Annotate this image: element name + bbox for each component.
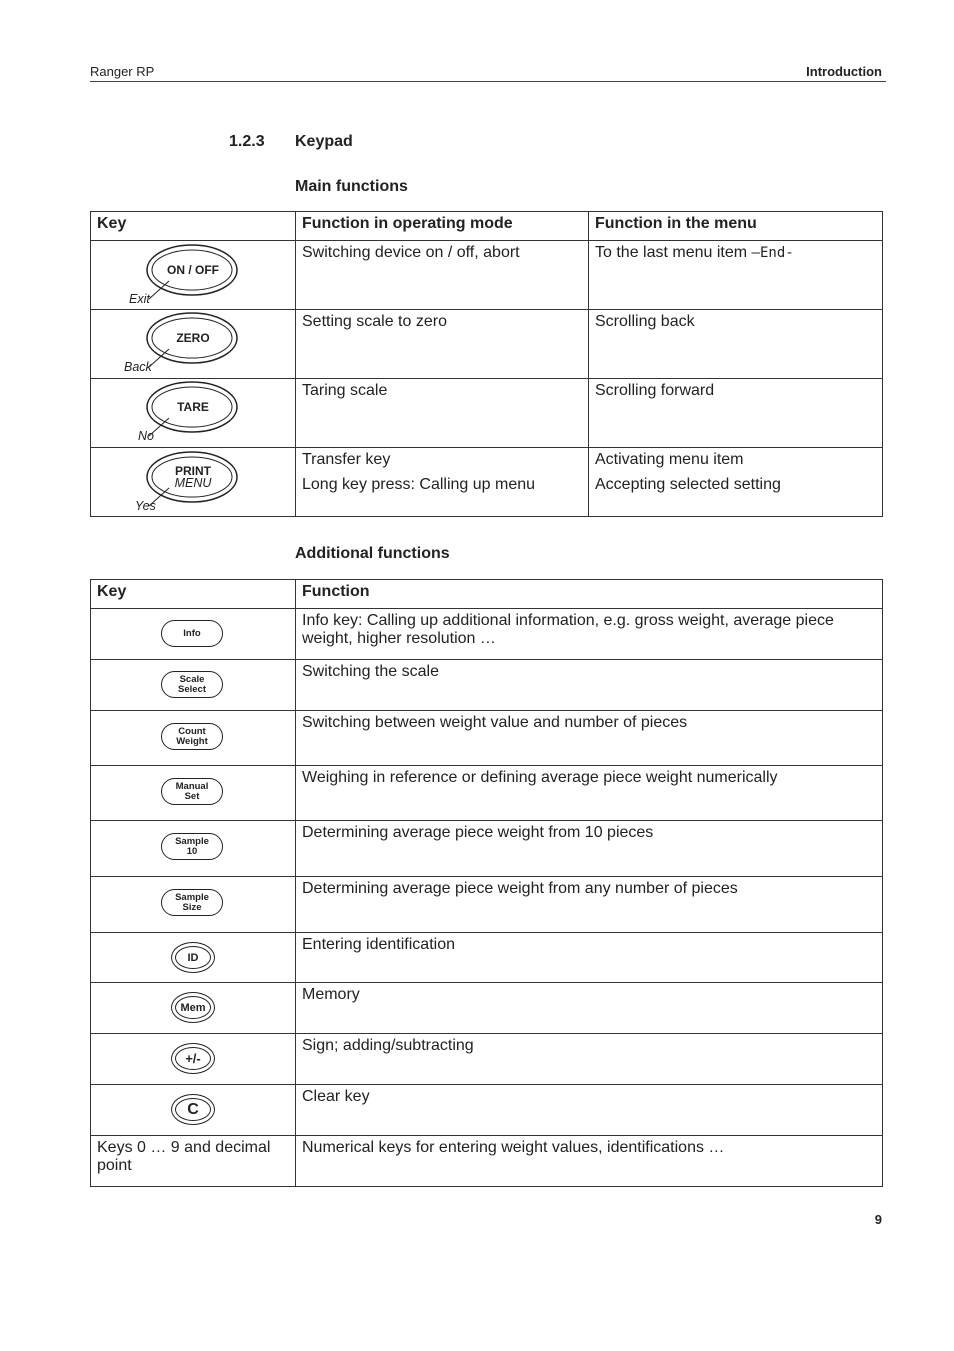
main-functions-table — [90, 211, 883, 517]
function-text: Sign; adding/subtracting — [296, 1034, 883, 1085]
key-label: Manual — [175, 780, 209, 792]
table-row — [91, 933, 883, 983]
key-menu-hint: Exit — [129, 292, 150, 306]
key-label: Size — [182, 901, 202, 913]
operating-function — [296, 448, 589, 517]
key-label: Scale — [179, 673, 205, 685]
page-number: 9 — [874, 1212, 882, 1227]
menu-function: Scrolling forward — [589, 379, 883, 448]
key-label: Select — [178, 683, 206, 695]
section-title: Keypad — [295, 133, 353, 150]
function-text: Info key: Calling up additional information, e.g. gross weight, average piece weight, higher resolution … — [296, 609, 883, 660]
table-row — [91, 983, 883, 1034]
menu-function — [589, 241, 883, 310]
key-label: TARE — [177, 400, 209, 414]
menu-function-text: To the last menu item — [595, 244, 748, 261]
table-row — [91, 711, 883, 766]
operating-function: Taring scale — [296, 379, 589, 448]
key-label: ON / OFF — [167, 263, 219, 277]
scale-select-key-icon — [161, 671, 223, 698]
main-functions-heading: Main functions — [295, 178, 408, 195]
table-header-row — [91, 580, 883, 609]
key-label: Weight — [176, 735, 208, 747]
function-text: Determining average piece weight from 10 pieces — [296, 821, 883, 877]
zero-key — [91, 310, 295, 378]
key-label: +/- — [175, 1047, 211, 1070]
column-header: Key — [91, 212, 296, 241]
menu-function: Scrolling back — [589, 310, 883, 379]
key-label: Mem — [175, 996, 211, 1019]
key-label: ID — [175, 946, 211, 969]
key-cell — [91, 1034, 296, 1085]
function-text: Clear key — [296, 1085, 883, 1136]
count-weight-key-icon — [161, 723, 223, 750]
key-cell — [91, 379, 296, 448]
table-header-row — [91, 212, 883, 241]
additional-functions-table — [90, 579, 883, 1187]
key-label: PRINT — [175, 464, 211, 478]
column-header: Function — [296, 580, 883, 609]
table-row — [91, 448, 883, 517]
numeric-keys-cell: Keys 0 … 9 and decimal point — [91, 1136, 296, 1187]
operating-function-line: Long key press: Calling up menu — [302, 476, 536, 493]
column-header: Key — [91, 580, 296, 609]
menu-end-code: –End- — [751, 245, 794, 261]
key-label: ZERO — [176, 331, 210, 345]
table-row — [91, 310, 883, 379]
table-row — [91, 1034, 883, 1085]
key-cell — [91, 711, 296, 766]
clear-key-icon — [171, 1094, 215, 1125]
menu-function-line: Activating menu item — [595, 451, 744, 468]
section-number: 1.2.3 — [229, 133, 265, 150]
mem-key-icon — [171, 992, 215, 1023]
print-menu-key — [91, 448, 295, 516]
function-text: Numerical keys for entering weight values, identifications … — [296, 1136, 883, 1187]
column-header: Function in the menu — [589, 212, 883, 241]
menu-function — [589, 448, 883, 517]
table-row — [91, 1136, 883, 1187]
header-section-title: Introduction — [806, 64, 882, 79]
function-text: Switching the scale — [296, 660, 883, 711]
key-label: 10 — [186, 845, 198, 857]
operating-function: Setting scale to zero — [296, 310, 589, 379]
key-cell — [91, 609, 296, 660]
key-cell — [91, 660, 296, 711]
tare-key — [91, 379, 295, 447]
key-cell — [91, 766, 296, 821]
function-text: Switching between weight value and number of pieces — [296, 711, 883, 766]
header-rule — [90, 81, 886, 82]
key-cell — [91, 983, 296, 1034]
on-off-key — [91, 241, 295, 309]
key-menu-hint: Yes — [135, 499, 156, 513]
table-row — [91, 609, 883, 660]
key-cell — [91, 448, 296, 517]
additional-functions-heading: Additional functions — [295, 545, 450, 562]
operating-function: Switching device on / off, abort — [296, 241, 589, 310]
column-header: Function in operating mode — [296, 212, 589, 241]
menu-function-line: Accepting selected setting — [595, 476, 781, 493]
info-key-icon — [161, 620, 223, 647]
key-cell — [91, 310, 296, 379]
sample-size-key-icon — [161, 889, 223, 916]
sample-10-key-icon — [161, 833, 223, 860]
table-row — [91, 241, 883, 310]
table-row — [91, 379, 883, 448]
table-row — [91, 766, 883, 821]
key-label: Sample — [175, 891, 209, 903]
key-label: Info — [183, 627, 201, 639]
function-text: Entering identification — [296, 933, 883, 983]
key-label: Sample — [175, 835, 209, 847]
key-label: Set — [184, 790, 200, 802]
table-row — [91, 660, 883, 711]
function-text: Determining average piece weight from any number of pieces — [296, 877, 883, 933]
key-sub-label: MENU — [174, 476, 212, 490]
table-row — [91, 1085, 883, 1136]
key-label: C — [175, 1098, 211, 1121]
key-cell — [91, 933, 296, 983]
key-label: Count — [178, 725, 206, 737]
key-cell — [91, 877, 296, 933]
function-text: Memory — [296, 983, 883, 1034]
key-menu-hint: Back — [124, 360, 152, 374]
operating-function-line: Transfer key — [302, 451, 391, 468]
plus-minus-key-icon — [171, 1043, 215, 1074]
key-menu-hint: No — [138, 429, 154, 443]
header-doc-title: Ranger RP — [90, 64, 155, 79]
key-cell — [91, 821, 296, 877]
manual-set-key-icon — [161, 778, 223, 805]
key-cell — [91, 241, 296, 310]
table-row — [91, 877, 883, 933]
function-text: Weighing in reference or defining average piece weight numerically — [296, 766, 883, 821]
key-cell — [91, 1085, 296, 1136]
table-row — [91, 821, 883, 877]
id-key-icon — [171, 942, 215, 973]
